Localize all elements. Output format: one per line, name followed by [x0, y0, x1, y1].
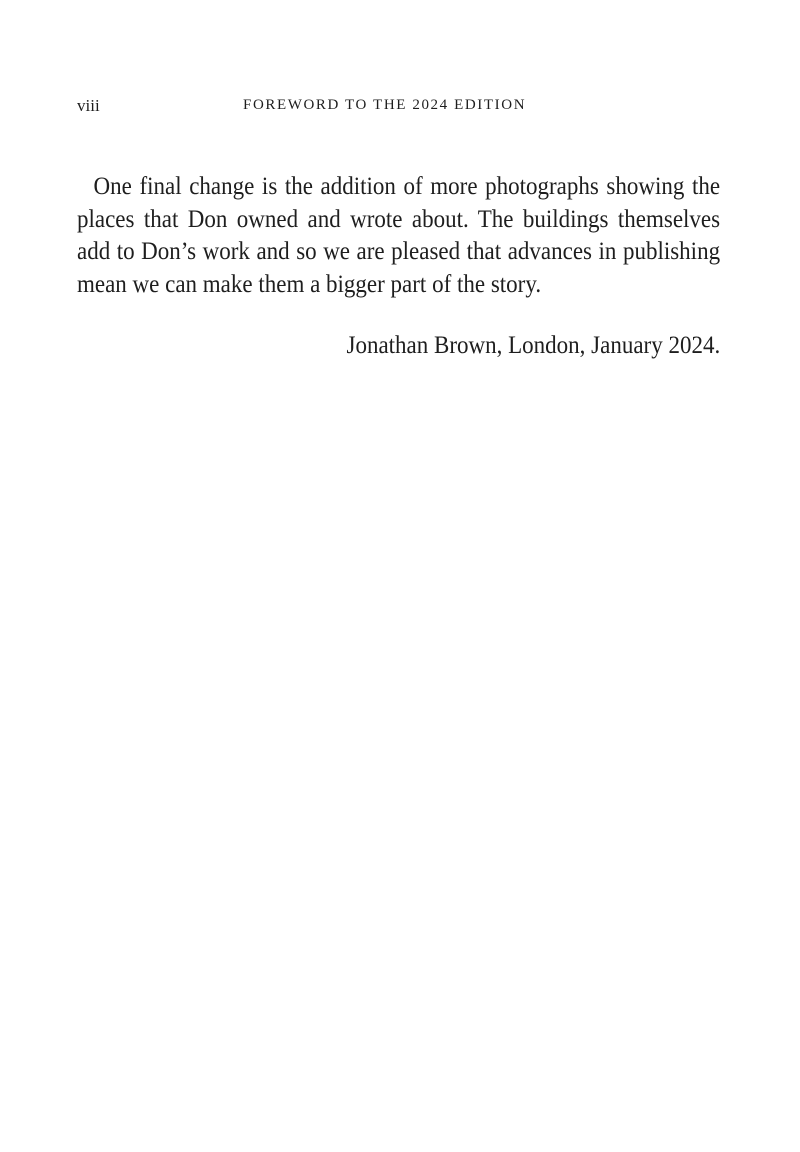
body-paragraph: One final change is the addition of more photographs showing the places that Don owned and wrote about. The buildings themselves add to Don’s work and so we are pleased that advances in publishing mean we can make them a bigger part of the story.: [77, 173, 721, 298]
page-number: viii: [77, 96, 100, 115]
running-head-title: FOREWORD TO THE 2024 EDITION: [243, 97, 527, 113]
signature-line: Jonathan Brown, London, January 2024.: [346, 332, 720, 359]
running-head: [77, 96, 720, 120]
